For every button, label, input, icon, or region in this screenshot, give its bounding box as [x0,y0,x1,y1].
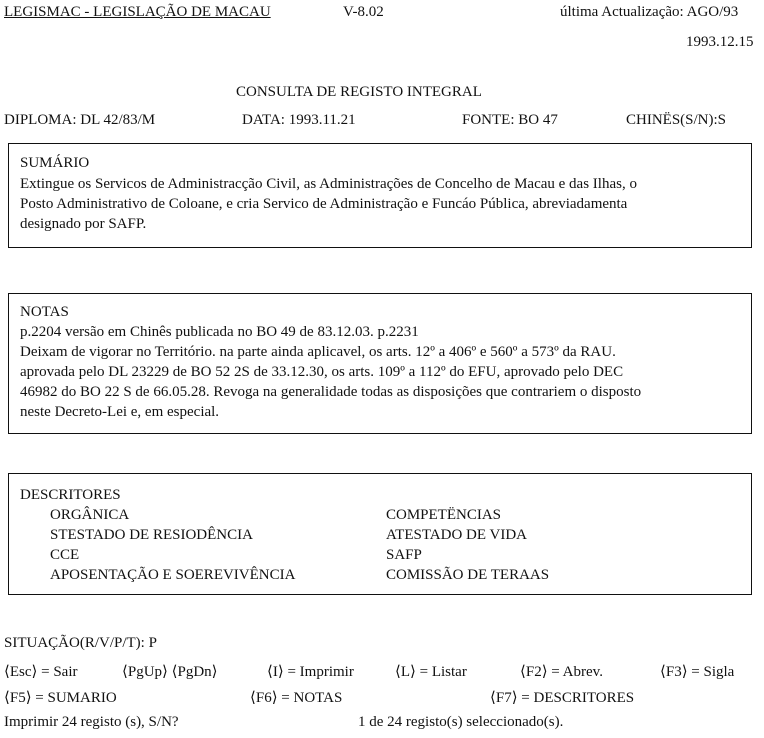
page-title: CONSULTA DE REGISTO INTEGRAL [236,84,482,100]
last-update-value: AGO/93 [686,4,739,20]
version-label: V-8.02 [343,4,384,20]
diploma-field: DIPLOMA: DL 42/83/M [4,112,156,128]
summary-line: designado por SAFP. [20,216,147,232]
summary-line: Posto Administrativo de Coloane, e cria Servico de Administração e Funcáo Pública, abreviadamenta [20,196,628,212]
page-keys-hint[interactable]: ⟨PgUp⟩ ⟨PgDn⟩ [122,664,218,680]
notes-line: 46982 do BO 22 S de 66.05.28. Revoga na generalidade todas as disposições que contrariem o disposto [20,384,642,400]
descriptor-item: APOSENTAÇÃO E SOEREVIVÊNCIA [50,567,296,583]
summary-text [20,174,741,234]
last-update [560,4,738,21]
print-key-hint[interactable]: ⟨I⟩ = Imprimir [267,664,354,680]
esc-key-hint[interactable]: ⟨Esc⟩ = Sair [4,664,78,680]
notes-box [8,293,752,434]
notes-line: Deixam de vigorar no Território. na parte ainda aplicavel, os arts. 12º a 406º e 560º a 573º da RAU. [20,344,616,360]
print-prompt[interactable]: Imprimir 24 registo (s), S/N? [4,714,179,730]
descriptor-item: SAFP [386,547,422,563]
system-name: LEGISMAC - LEGISLAÇÃO DE MACAU [4,4,271,20]
source-field: FONTE: BO 47 [462,112,558,128]
f3-key-hint[interactable]: ⟨F3⟩ = Sigla [660,664,735,680]
current-date: 1993.12.15 [686,34,754,50]
descriptors-box [8,473,752,595]
notes-line: aprovada pelo DL 23229 de BO 52 2S de 33.12.30, os arts. 109º a 112º do EFU, aprovado pelo DEC [20,364,624,380]
f7-key-hint[interactable]: ⟨F7⟩ = DESCRITORES [490,690,635,706]
descriptors-heading: DESCRITORES [20,487,121,503]
notes-text [20,322,741,422]
descriptor-item: COMISSÃO DE TERAAS [386,567,550,583]
list-key-hint[interactable]: ⟨L⟩ = Listar [395,664,467,680]
f6-key-hint[interactable]: ⟨F6⟩ = NOTAS [250,690,343,706]
descriptor-item: STESTADO DE RESIODÊNCIA [50,527,253,543]
notes-line: neste Decreto-Lei e, em especial. [20,404,220,420]
summary-box [8,143,752,248]
notes-line: p.2204 versão em Chinês publicada no BO 49 de 83.12.03. p.2231 [20,324,419,340]
last-update-label: última Actualização: [560,4,684,20]
descriptor-item: ORGÂNICA [50,507,130,523]
date-field: DATA: 1993.11.21 [242,112,356,128]
descriptor-item: CCE [50,547,80,563]
descriptor-item: ATESTADO DE VIDA [386,527,528,543]
chinese-flag-field: CHINËS(S/N):S [626,112,727,128]
selection-status: 1 de 24 registo(s) seleccionado(s). [358,714,564,730]
descriptor-item: COMPETËNCIAS [386,507,502,523]
descriptors-right-column [386,505,549,585]
status-situation: SITUAÇÃO(R/V/P/T): P [4,635,157,651]
f2-key-hint[interactable]: ⟨F2⟩ = Abrev. [520,664,603,680]
notes-heading: NOTAS [20,304,69,320]
summary-heading: SUMÁRIO [20,155,90,171]
summary-line: Extingue os Servicos de Administracção Civil, as Administrações de Concelho de Macau e das Ilhas, o [20,176,637,192]
descriptors-left-column [50,505,295,585]
f5-key-hint[interactable]: ⟨F5⟩ = SUMARIO [4,690,117,706]
